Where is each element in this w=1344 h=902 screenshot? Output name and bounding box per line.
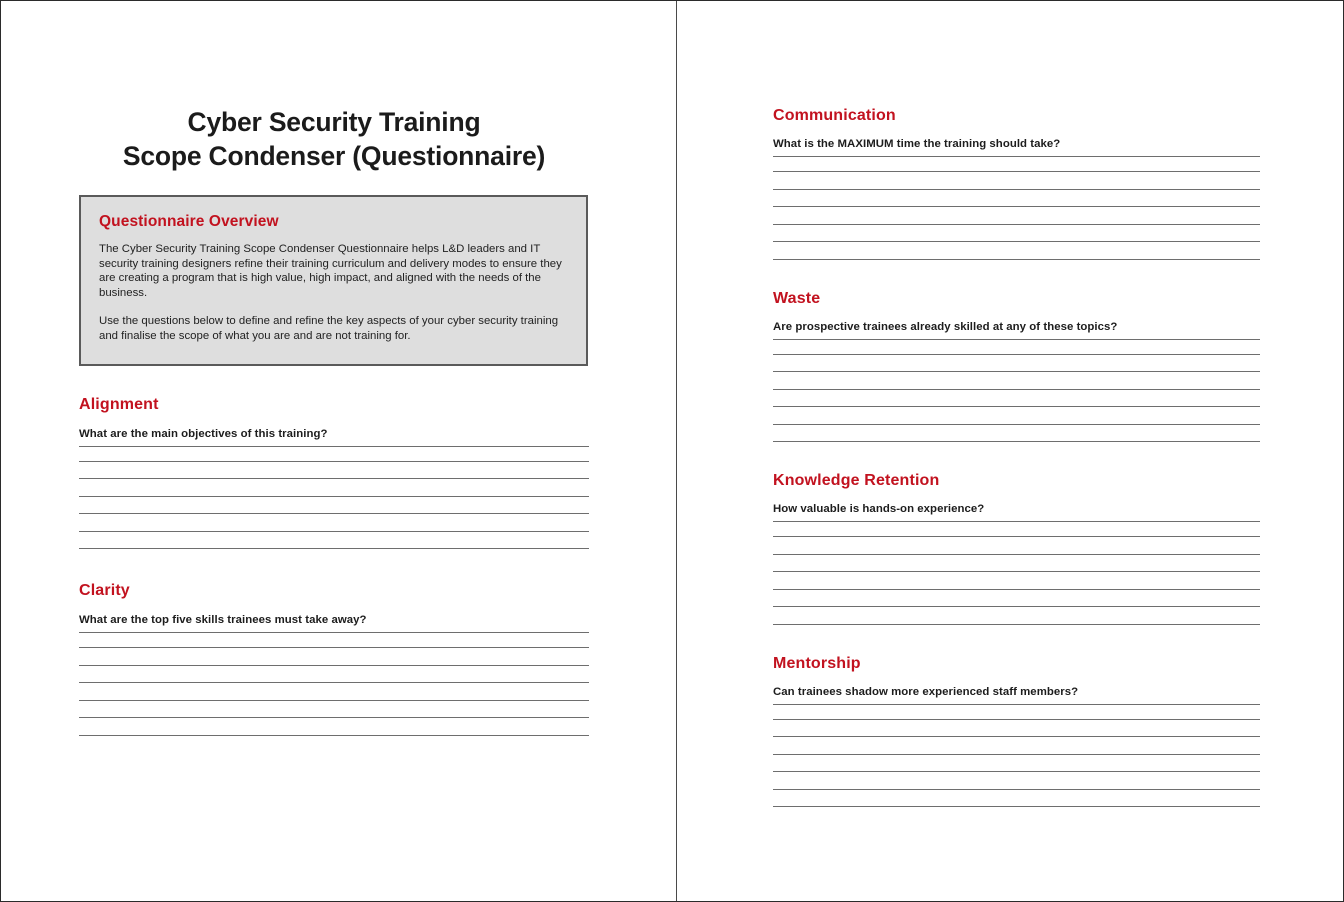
question-communication: What is the MAXIMUM time the training should take? — [773, 138, 1061, 150]
section-heading-knowledge-retention: Knowledge Retention — [773, 472, 940, 489]
section-waste — [773, 290, 1260, 443]
answer-line[interactable] — [773, 339, 1260, 355]
answer-line[interactable] — [773, 407, 1260, 425]
answer-lines-mentorship[interactable] — [773, 704, 1260, 808]
questionnaire-overview-box — [79, 195, 588, 366]
left-question-sections — [79, 396, 589, 736]
answer-line[interactable] — [773, 242, 1260, 260]
answer-line[interactable] — [773, 590, 1260, 608]
answer-line[interactable] — [79, 632, 589, 648]
section-heading-communication: Communication — [773, 107, 896, 124]
overview-paragraph-1: The Cyber Security Training Scope Condenser Questionnaire helps L&D leaders and IT security training designers refine their training curriculum and delivery modes to ensure they are creating a program that is high value, high impact, and aligned with the needs of the business. — [99, 243, 562, 299]
answer-line[interactable] — [773, 372, 1260, 390]
answer-line[interactable] — [79, 666, 589, 684]
answer-lines-alignment[interactable] — [79, 446, 589, 550]
answer-line[interactable] — [773, 156, 1260, 172]
right-page-content — [773, 107, 1260, 807]
section-knowledge-retention — [773, 472, 1260, 625]
answer-line[interactable] — [773, 225, 1260, 243]
answer-line[interactable] — [79, 648, 589, 666]
answer-line[interactable] — [773, 390, 1260, 408]
answer-line[interactable] — [773, 607, 1260, 625]
answer-line[interactable] — [79, 446, 589, 462]
answer-lines-communication[interactable] — [773, 156, 1260, 260]
answer-line[interactable] — [773, 704, 1260, 720]
section-heading-clarity: Clarity — [79, 582, 130, 600]
answer-line[interactable] — [79, 718, 589, 736]
question-knowledge-retention: How valuable is hands-on experience? — [773, 503, 985, 515]
question-alignment: What are the main objectives of this training? — [79, 427, 328, 440]
answer-line[interactable] — [79, 532, 589, 550]
answer-line[interactable] — [773, 537, 1260, 555]
answer-line[interactable] — [79, 514, 589, 532]
answer-line[interactable] — [79, 701, 589, 719]
answer-line[interactable] — [773, 572, 1260, 590]
page-title-line-2: Scope Condenser (Questionnaire) — [122, 141, 546, 171]
page-title-line-1: Cyber Security Training — [187, 107, 481, 137]
answer-line[interactable] — [773, 172, 1260, 190]
answer-line[interactable] — [773, 207, 1260, 225]
page-right — [677, 1, 1344, 902]
section-heading-mentorship: Mentorship — [773, 654, 861, 672]
answer-line[interactable] — [773, 355, 1260, 373]
answer-line[interactable] — [79, 683, 589, 701]
answer-lines-waste[interactable] — [773, 339, 1260, 443]
left-page-content — [79, 105, 589, 736]
answer-line[interactable] — [773, 772, 1260, 790]
question-waste: Are prospective trainees already skilled at any of these topics? — [773, 320, 1118, 333]
answer-line[interactable] — [773, 790, 1260, 808]
answer-line[interactable] — [773, 737, 1260, 755]
answer-line[interactable] — [79, 479, 589, 497]
answer-line[interactable] — [773, 521, 1260, 537]
answer-line[interactable] — [773, 425, 1260, 443]
answer-line[interactable] — [79, 497, 589, 515]
section-heading-alignment: Alignment — [79, 395, 159, 413]
section-communication — [773, 107, 1260, 260]
answer-line[interactable] — [773, 755, 1260, 773]
answer-line[interactable] — [79, 462, 589, 480]
section-heading-waste: Waste — [773, 289, 821, 307]
section-alignment — [79, 396, 589, 550]
answer-lines-clarity[interactable] — [79, 632, 589, 736]
page-title — [79, 105, 589, 173]
section-clarity — [79, 582, 589, 736]
answer-line[interactable] — [773, 720, 1260, 738]
answer-line[interactable] — [773, 555, 1260, 573]
question-mentorship: Can trainees shadow more experienced staff members? — [773, 685, 1079, 698]
section-mentorship — [773, 655, 1260, 808]
overview-paragraph-2: Use the questions below to define and refine the key aspects of your cyber security training and finalise the scope of what you are and are not training for. — [99, 315, 559, 342]
answer-lines-knowledge-retention[interactable] — [773, 521, 1260, 625]
overview-heading: Questionnaire Overview — [99, 213, 279, 230]
answer-line[interactable] — [773, 190, 1260, 208]
page-left — [1, 1, 677, 902]
question-clarity: What are the top five skills trainees must take away? — [79, 614, 367, 627]
